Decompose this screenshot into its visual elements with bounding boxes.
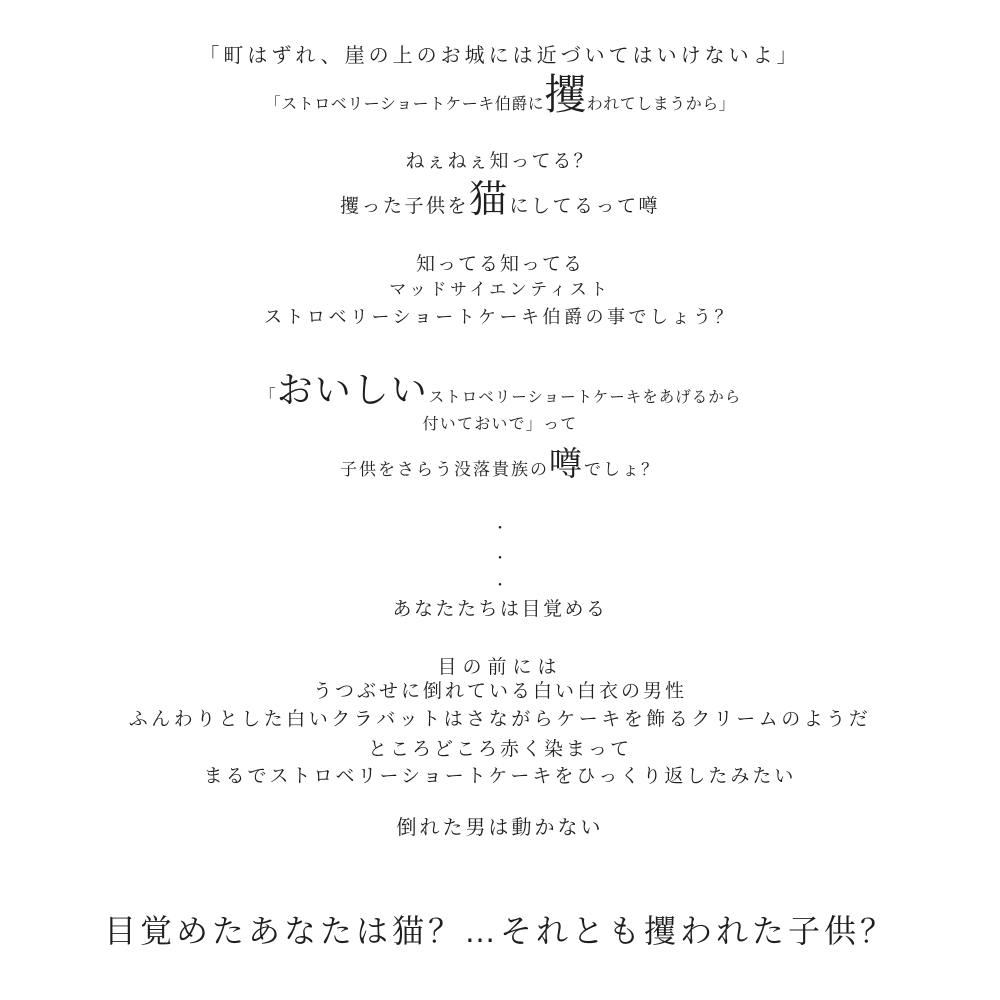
rumor-question-line-2 [0,181,1000,219]
rumor-detail-line-1-big-word: おいしい [276,369,429,410]
warning-line-2-post: われてしまうから」 [586,96,736,113]
rumor-detail-line-3-post: でしょ？ [584,460,660,479]
rumor-question-line-2-post: にしてるって噂 [509,196,661,217]
scene-line-3: ふんわりとした白いクラバットはさながらケーキを飾るクリームのようだ [128,709,872,730]
scene-line-4: ところどころ赤く染まって [367,739,632,760]
rumor-detail-line-3-big-kanji: 噂 [549,445,584,482]
ellipsis-dot-3: ・ [493,577,507,593]
rumor-answer-line-1: 知ってる知ってる [415,254,584,275]
warning-line-2-pre: 「ストロベリーショートケーキ伯爵に [264,96,545,113]
rumor-question-line-1: ねぇねぇ知ってる？ [405,151,595,172]
rumor-detail-line-3 [0,447,1000,480]
rumor-detail-line-1-rest: ストロベリーショートケーキをあげるから [428,389,742,406]
rumor-detail-line-2: 付いておいで」って [422,416,578,433]
scene-line-6: 倒れた男は動かない [396,817,604,839]
ellipsis-dot-2: ・ [493,550,507,566]
rumor-question-line-2-big-kanji: 猫 [468,179,510,221]
scene-line-1: 目の前には [437,657,563,678]
ellipsis-dot-1: ・ [493,520,507,536]
warning-line-1: 「町はずれ、崖の上のお城には近づいてはいけないよ」 [199,45,801,67]
awakening-line: あなたたちは目覚める [392,599,608,620]
rumor-detail-line-1 [0,369,1000,410]
final-question-line: 目覚めたあなたは猫？…それとも攫われた子供？ [103,913,896,949]
scene-line-2: うつぶせに倒れている白い白衣の男性 [312,681,687,702]
rumor-detail-line-1-bracket: 「 [258,387,277,406]
rumor-question-line-2-pre: 攫った子供を [339,196,469,217]
rumor-answer-line-2: マッドサイエンティスト [389,280,611,299]
rumor-answer-line-3: ストロベリーショートケーキ伯爵の事でしょう？ [264,307,736,327]
warning-line-2-big-kanji: 攫 [544,71,587,118]
scene-line-5: まるでストロベリーショートケーキをひっくり返したみたい [203,766,797,787]
warning-line-2 [0,71,1000,118]
rumor-detail-line-3-pre: 子供をさらう没落貴族の [340,460,549,479]
